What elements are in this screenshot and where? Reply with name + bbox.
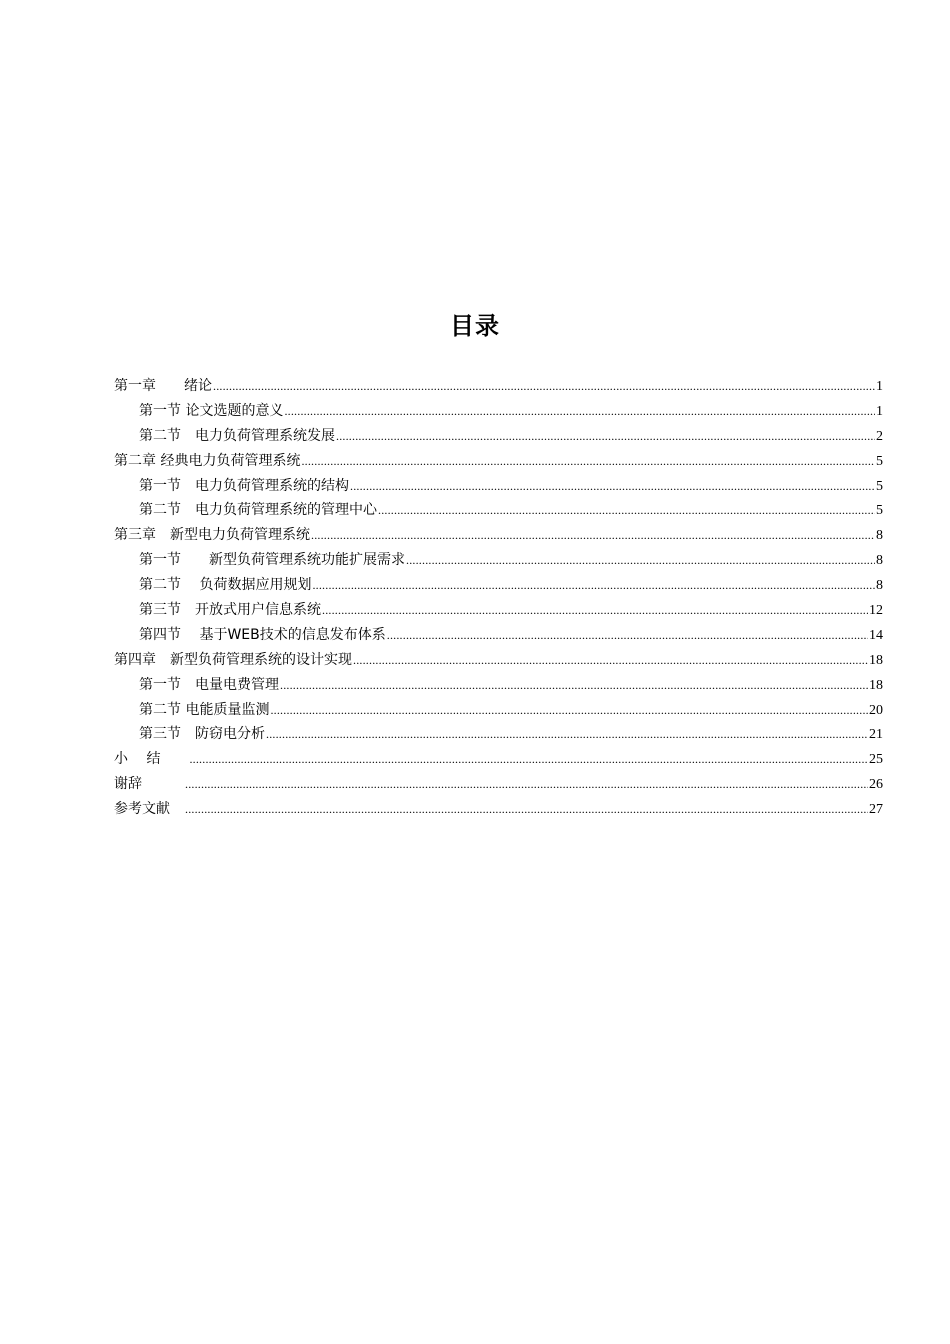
- toc-entry-section[interactable]: [114, 548, 883, 573]
- toc-entry-section[interactable]: [114, 498, 883, 523]
- toc-dot-leader: [406, 548, 875, 573]
- toc-entry-label: 第一节 论文选题的意义: [139, 402, 284, 419]
- toc-page-number: 20: [869, 702, 883, 718]
- toc-entry-chapter-3[interactable]: [114, 523, 883, 548]
- toc-dot-leader: [312, 573, 875, 598]
- toc-dot-leader: [301, 449, 875, 474]
- toc-entry-chapter-2[interactable]: [114, 449, 883, 474]
- toc-entry-label: 第二节 电能质量监测: [139, 701, 270, 718]
- toc-dot-leader: [311, 523, 875, 548]
- toc-entry-label: 参考文献: [114, 801, 184, 818]
- toc-dot-leader: [280, 673, 868, 698]
- toc-entry-section[interactable]: [114, 474, 883, 499]
- toc-entry-section[interactable]: [114, 722, 883, 747]
- toc-entry-section[interactable]: [114, 424, 883, 449]
- toc-entry-label: 第一节 新型负荷管理系统功能扩展需求: [139, 552, 405, 569]
- toc-entry-label: 小 结: [114, 751, 189, 768]
- toc-entry-label: 第一节 电力负荷管理系统的结构: [139, 477, 349, 494]
- toc-page-number: 25: [869, 752, 883, 768]
- toc-entry-section[interactable]: [114, 673, 883, 698]
- toc-dot-leader: [336, 424, 875, 449]
- toc-page-number: 18: [869, 677, 883, 693]
- toc-page-number: 8: [876, 528, 883, 544]
- toc-dot-leader: [378, 498, 875, 523]
- toc-entry-section[interactable]: [114, 698, 883, 723]
- toc-entry-label: 谢辞: [114, 776, 184, 793]
- toc-entry-label: 第一章 绪论: [114, 378, 212, 394]
- toc-dot-leader: [213, 374, 875, 399]
- toc-entry-label: 第二节 电力负荷管理系统发展: [139, 427, 335, 444]
- toc-page-number: 8: [876, 553, 883, 569]
- toc-page-number: 5: [876, 478, 883, 494]
- toc-page-number: 14: [869, 627, 883, 643]
- toc-dot-leader: [185, 797, 868, 822]
- toc-entry-summary[interactable]: [114, 747, 883, 772]
- toc-entry-label: 第二章 经典电力负荷管理系统: [114, 452, 301, 469]
- toc-dot-leader: [185, 772, 868, 797]
- toc-entry-section[interactable]: [114, 399, 883, 424]
- toc-page-number: 12: [869, 603, 883, 619]
- toc-entry-references[interactable]: [114, 797, 883, 822]
- toc-entry-section[interactable]: [114, 573, 883, 598]
- toc-entry-chapter-4[interactable]: [114, 648, 883, 673]
- toc-entry-label: 第四节 基于WEB技术的信息发布体系: [139, 626, 386, 643]
- toc-entry-label: 第三节 防窃电分析: [139, 726, 265, 743]
- toc-page-number: 26: [869, 777, 883, 793]
- toc-entry-label: 第三节 开放式用户信息系统: [139, 602, 321, 619]
- table-of-contents: [114, 374, 883, 822]
- toc-page-number: 18: [869, 652, 883, 668]
- toc-page-number: 2: [876, 428, 883, 444]
- toc-page-number: 21: [869, 727, 883, 743]
- toc-title: 目录: [450, 312, 500, 340]
- toc-entry-chapter-1[interactable]: [114, 374, 883, 399]
- toc-entry-acknowledgements[interactable]: [114, 772, 883, 797]
- toc-entry-label: 第四章 新型负荷管理系统的设计实现: [114, 651, 352, 668]
- toc-dot-leader: [270, 698, 868, 723]
- toc-entry-section[interactable]: [114, 598, 883, 623]
- toc-entry-label: 第二节 负荷数据应用规划: [139, 577, 312, 594]
- toc-page-number: 1: [876, 403, 883, 419]
- toc-page-number: 5: [876, 453, 883, 469]
- toc-dot-leader: [353, 648, 868, 673]
- toc-dot-leader: [387, 623, 868, 648]
- toc-dot-leader: [322, 598, 868, 623]
- toc-dot-leader: [350, 474, 875, 499]
- toc-dot-leader: [284, 399, 875, 424]
- toc-page-number: 1: [876, 379, 883, 394]
- toc-page-number: 27: [869, 802, 883, 818]
- toc-dot-leader: [189, 747, 868, 772]
- toc-dot-leader: [266, 722, 868, 747]
- toc-page-number: 5: [876, 503, 883, 519]
- toc-entry-section[interactable]: [114, 623, 883, 648]
- toc-page-number: 8: [876, 578, 883, 594]
- toc-entry-label: 第一节 电量电费管理: [139, 676, 279, 693]
- toc-entry-label: 第三章 新型电力负荷管理系统: [114, 527, 310, 544]
- toc-entry-label: 第二节 电力负荷管理系统的管理中心: [139, 502, 377, 519]
